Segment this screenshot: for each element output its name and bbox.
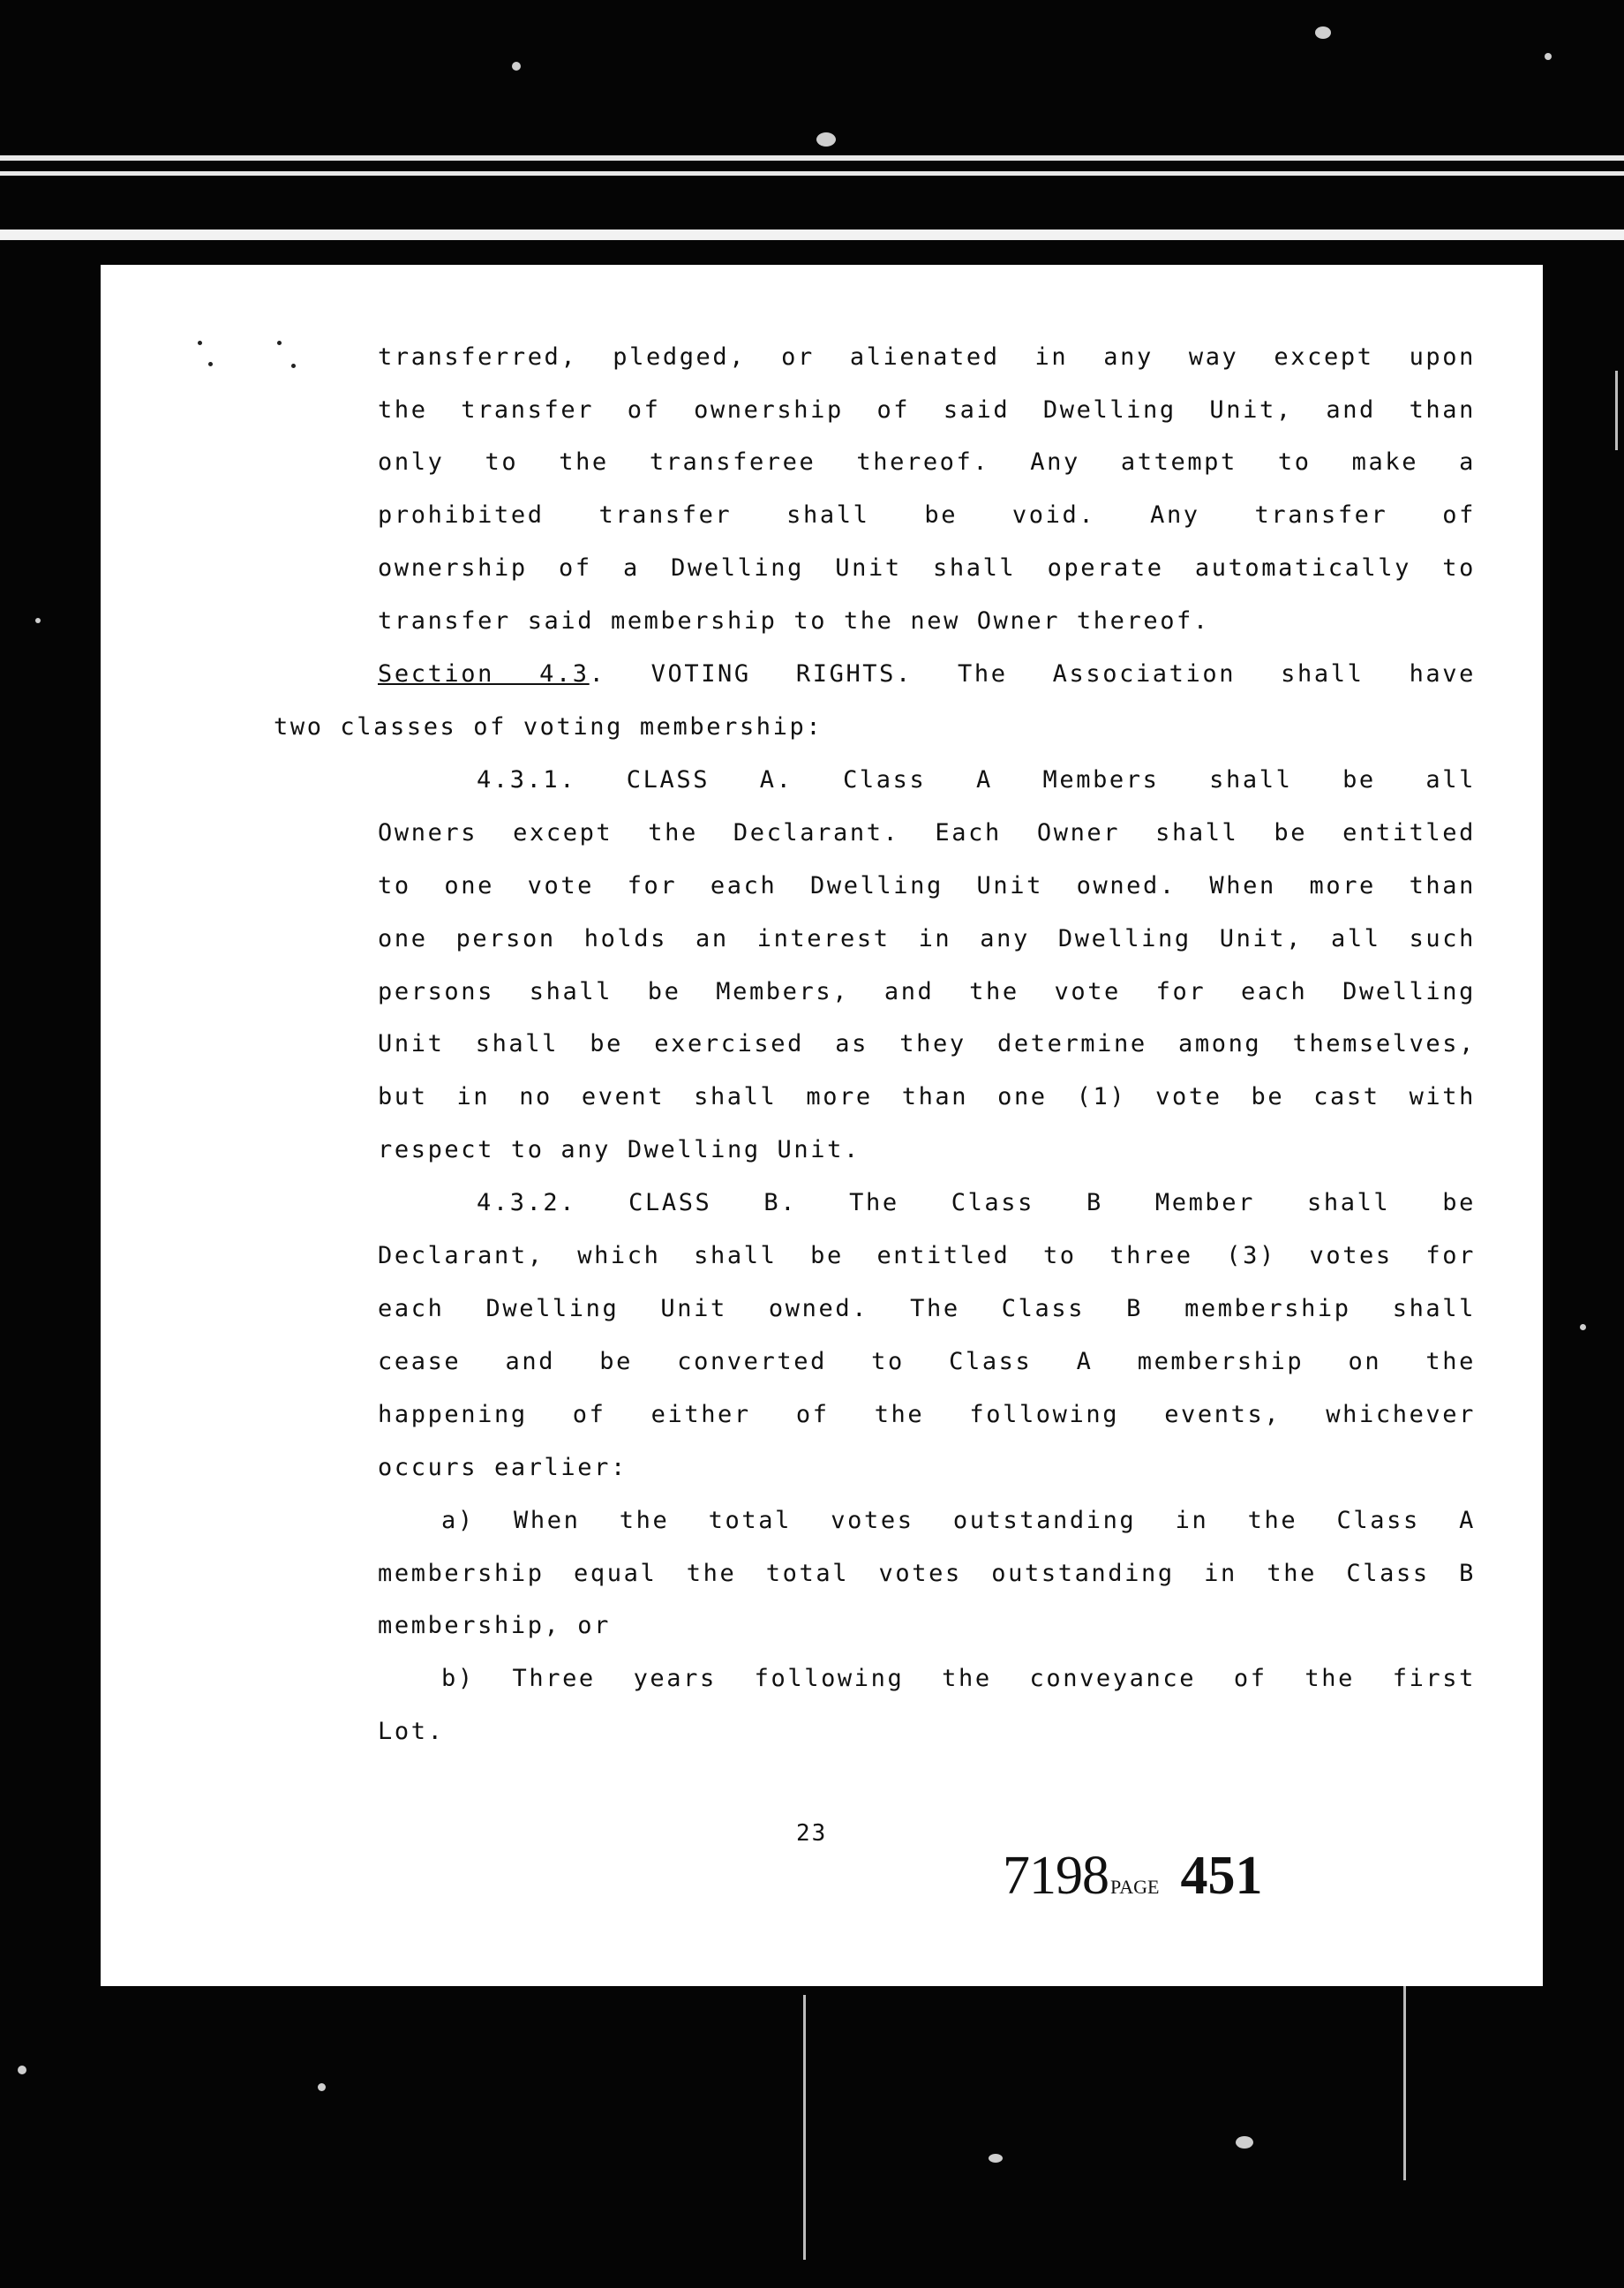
class-b-line: cease and be converted to Class A membership on the — [378, 1348, 1476, 1375]
stamp-page-label: PAGE — [1110, 1876, 1160, 1898]
class-a-line: but in no event shall more than one (1) vote be cast with — [378, 1083, 1476, 1110]
class-b-line: 4.3.2. CLASS B. The Class B Member shall be — [477, 1189, 1476, 1216]
body-line: transferred, pledged, or alienated in any way except upon — [378, 343, 1476, 371]
document-page — [101, 265, 1543, 1986]
scan-speck — [816, 132, 836, 147]
class-a-line: persons shall be Members, and the vote for each Dwelling — [378, 978, 1476, 1005]
document-body — [101, 265, 1543, 1986]
item-a-line: membership, or — [378, 1612, 611, 1639]
body-line: ownership of a Dwelling Unit shall operate automatically to — [378, 554, 1476, 582]
item-a-line: membership equal the total votes outstanding in the Class B — [378, 1560, 1476, 1587]
scan-streak — [803, 1995, 806, 2260]
scan-speck — [1545, 53, 1552, 60]
class-a-line: one person holds an interest in any Dwelling Unit, all such — [378, 925, 1476, 952]
scan-speck — [35, 618, 41, 623]
scan-speck — [1580, 1324, 1586, 1330]
scan-streak — [1615, 371, 1618, 450]
class-b-line: each Dwelling Unit owned. The Class B membership shall — [378, 1295, 1476, 1322]
scan-line-top — [0, 155, 1624, 161]
class-a-line: Unit shall be exercised as they determine among themselves, — [378, 1030, 1476, 1057]
scan-speck — [512, 62, 521, 71]
scan-line-third — [0, 230, 1624, 240]
section-4-3-line — [378, 660, 1476, 689]
class-a-line: respect to any Dwelling Unit. — [378, 1136, 861, 1163]
stamp-page-number: 451 — [1180, 1846, 1263, 1906]
scan-speck — [989, 2154, 1003, 2163]
scan-speck — [1236, 2136, 1253, 2149]
class-b-line: happening of either of the following events, whichever — [378, 1401, 1476, 1428]
body-line: transfer said membership to the new Owner thereof. — [378, 607, 1210, 635]
item-b-line: Lot. — [378, 1718, 445, 1745]
recording-stamp — [1003, 1845, 1262, 1908]
class-a-line: Owners except the Declarant. Each Owner shall be entitled — [378, 819, 1476, 847]
scan-line-second — [0, 171, 1624, 176]
class-b-line: Declarant, which shall be entitled to three (3) votes for — [378, 1242, 1476, 1269]
section-heading: Section 4.3 — [378, 660, 590, 688]
body-line: the transfer of ownership of said Dwelling Unit, and than — [378, 396, 1476, 424]
section-heading-rest: . VOTING RIGHTS. The Association shall have — [589, 660, 1476, 688]
body-line: prohibited transfer shall be void. Any transfer of — [378, 501, 1476, 529]
scan-speck — [318, 2083, 326, 2091]
page-number: 23 — [796, 1820, 828, 1847]
scan-streak — [1403, 1986, 1406, 2180]
scan-speck — [18, 2066, 26, 2074]
body-line: only to the transferee thereof. Any attempt to make a — [378, 448, 1476, 476]
stamp-book-number: 7198 — [1003, 1846, 1109, 1906]
class-a-line: to one vote for each Dwelling Unit owned. When more than — [378, 872, 1476, 899]
scan-speck — [1315, 26, 1331, 39]
section-continuation: two classes of voting membership: — [274, 713, 823, 741]
class-b-line: occurs earlier: — [378, 1454, 628, 1481]
item-a-line: a) When the total votes outstanding in the Class A — [441, 1507, 1476, 1534]
item-b-line: b) Three years following the conveyance of the first — [441, 1665, 1476, 1692]
class-a-line: 4.3.1. CLASS A. Class A Members shall be all — [477, 766, 1476, 794]
